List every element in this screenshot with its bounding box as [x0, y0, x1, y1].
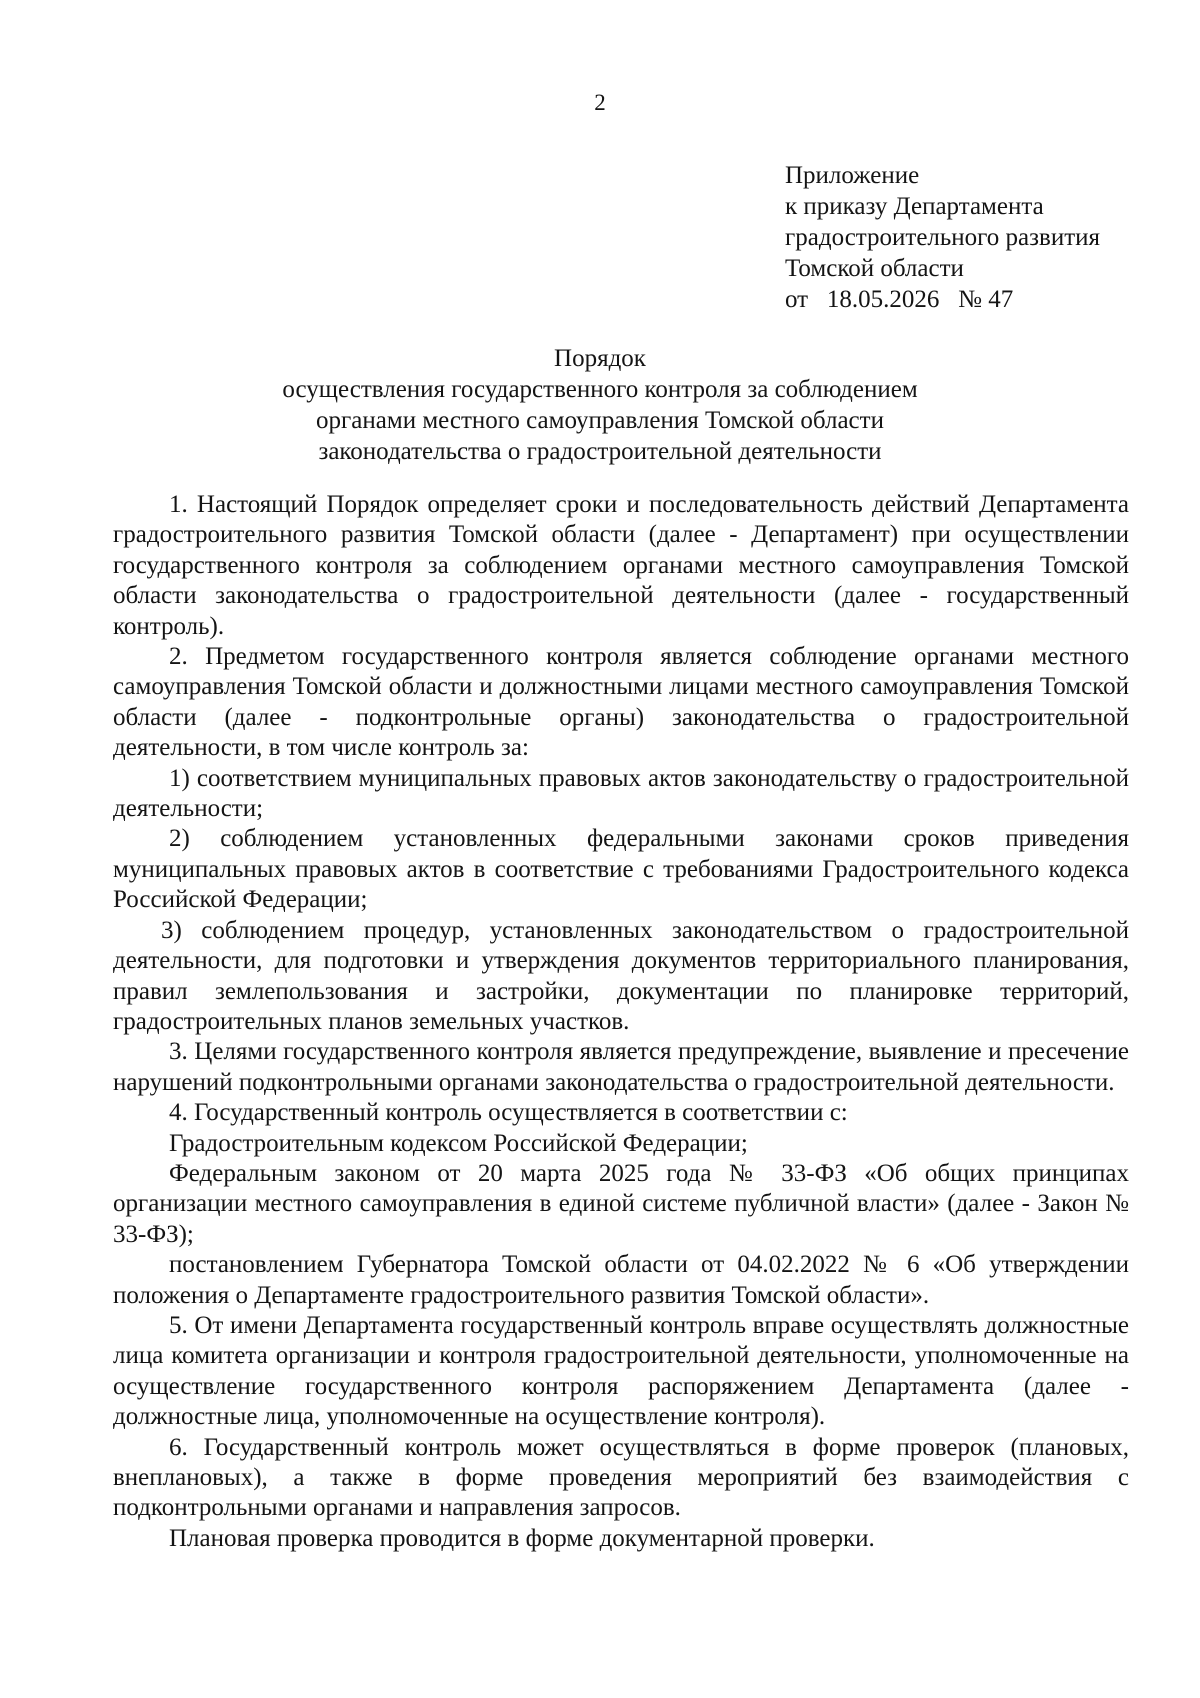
paragraph-6-note: Плановая проверка проводится в форме документарной проверки. [169, 1524, 875, 1552]
paragraph-2: 2. Предметом государственного контроля является соблюдение органами местного самоуправления Томской области и должностными лицами местного самоуправления Томской области (далее - подконтрольные органы) законодательства о градостроительной деятельности, в том числе контроль за: [113, 643, 1129, 762]
appendix-department: градостроительного развития [785, 224, 1101, 251]
paragraph-1: 1. Настоящий Порядок определяет сроки и последовательность действий Департамента градостроительного развития Томской области (далее - Департамент) при осуществлении государственного контроля за соблюдением органами местного самоуправления Томской области законодательства о градостроительной деятельности (далее - государственный контроль). [113, 491, 1129, 640]
title-line-2: осуществления государственного контроля за соблюдением [282, 376, 918, 403]
basis-item-1: Градостроительным кодексом Российской Федерации; [169, 1129, 748, 1157]
subitem-2: 2) соблюдением установленных федеральными законами сроков приведения муниципальных правовых актов в соответствие с требованиями Градостроительного кодекса Российской Федерации; [113, 825, 1129, 914]
basis-item-3: постановлением Губернатора Томской области от 04.02.2022 № 6 «Об утверждении положения о Департаменте градостроительного развития Томской области». [113, 1251, 1129, 1309]
order-details [785, 284, 1165, 315]
page-number: 2 [594, 90, 606, 115]
title-line-3: органами местного самоуправления Томской области [316, 407, 884, 434]
document-body [113, 490, 1129, 1554]
paragraph-4: 4. Государственный контроль осуществляется в соответствии с: [169, 1099, 848, 1127]
basis-item-2: Федеральным законом от 20 марта 2025 года № 33-ФЗ «Об общих принципах организации местного самоуправления в единой системе публичной власти» (далее - Закон № 33-ФЗ); [113, 1159, 1129, 1248]
paragraph-3: 3. Целями государственного контроля является предупреждение, выявление и пресечение нарушений подконтрольными органами законодательства о градостроительной деятельности. [113, 1038, 1129, 1096]
order-date: 18.05.2026 [826, 286, 940, 313]
paragraph-5: 5. От имени Департамента государственный контроль вправе осуществлять должностные лица комитета организации и контроля градостроительной деятельности, уполномоченные на осуществление государственного контроля распоряжением Департамента (далее - должностные лица, уполномоченные на осуществление контроля). [113, 1311, 1129, 1431]
order-number: № 47 [958, 286, 1014, 313]
appendix-reference: к приказу Департамента [785, 193, 1044, 220]
title-line-1: Порядок [554, 345, 646, 372]
appendix-header [785, 160, 1165, 315]
appendix-region: Томской области [785, 255, 964, 282]
appendix-title: Приложение [785, 162, 920, 189]
subitem-3: 3) соблюдением процедур, установленных законодательством о градостроительной деятельности, для подготовки и утверждения документов территориального планирования, правил землепользования и застройки, документации по планировке территорий, градостроительных планов земельных участков. [113, 916, 1129, 1035]
title-line-4: законодательства о градостроительной деятельности [318, 438, 882, 465]
order-prefix: от [785, 286, 809, 313]
document-title [0, 343, 1200, 467]
subitem-1: 1) соответствием муниципальных правовых актов законодательству о градостроительной деятельности; [113, 764, 1129, 823]
paragraph-6: 6. Государственный контроль может осуществляться в форме проверок (плановых, внеплановых), а также в форме проведения мероприятий без взаимодействия с подконтрольными органами и направления запросов. [113, 1433, 1129, 1522]
